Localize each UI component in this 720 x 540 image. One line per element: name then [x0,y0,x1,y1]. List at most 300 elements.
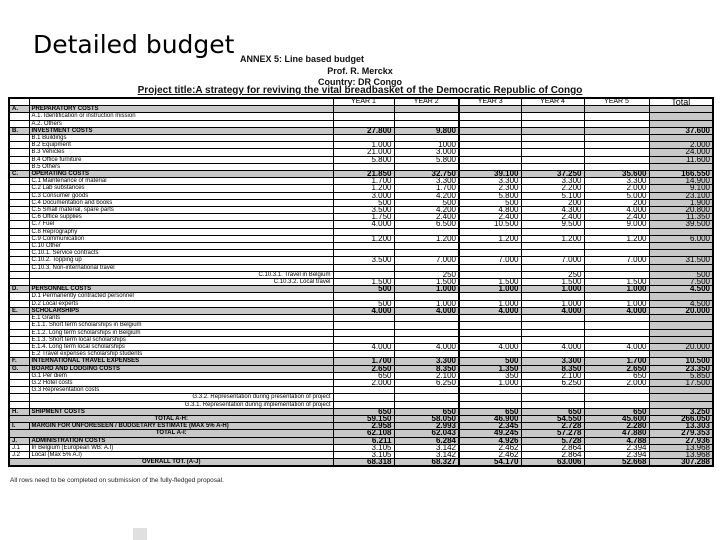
row-code [9,379,29,386]
row-code [9,221,29,228]
year-value [394,243,459,250]
year-value [459,387,521,394]
row-code [9,113,29,120]
year-value [584,401,649,408]
row-code [9,214,29,221]
year-value: 5.800 [333,156,394,163]
year-value: 1.200 [394,235,459,242]
year-value: 2.394 [584,451,649,458]
row-label: C.10 Other [29,243,333,250]
year-value [584,394,649,401]
year-value [333,329,394,336]
year-value [521,401,584,408]
year-value: 2.300 [459,185,521,192]
year-value: 3.300 [459,178,521,185]
row-code [9,271,29,278]
year-value [521,149,584,156]
year-value [459,394,521,401]
year-value: 2.400 [521,214,584,221]
year-value: 62.108 [333,430,394,437]
year-value [459,163,521,170]
table-row [9,372,713,379]
year-value: 3.000 [333,192,394,199]
year-value [584,336,649,343]
year-value: 200 [584,199,649,206]
year-value [394,163,459,170]
table-header-row [9,98,713,106]
row-code [9,387,29,394]
table-row [9,293,713,300]
year-value: 58.050 [394,415,459,422]
row-total-value: 17.500 [649,379,713,386]
year-value [584,329,649,336]
year-value [459,271,521,278]
row-total-value [649,315,713,322]
table-row [9,250,713,257]
year-value [521,142,584,149]
year-value [394,322,459,329]
year-value: 6.250 [521,379,584,386]
header-code-cell [9,98,29,106]
row-code: H. [9,408,29,415]
table-row [9,142,713,149]
table-row [9,156,713,163]
row-code [9,149,29,156]
row-label: C.10.3. Non-international travel [29,264,333,271]
year-value: 32.750 [394,171,459,178]
year-value: 500 [333,199,394,206]
row-code [9,293,29,300]
row-code [9,322,29,329]
table-row [9,199,713,206]
year-value: 49.245 [459,430,521,437]
year-value: 650 [459,408,521,415]
row-code: I. [9,423,29,430]
year-value: 1.000 [459,379,521,386]
year-value [333,351,394,358]
row-total-value: 3.250 [649,408,713,415]
year-value: 2.100 [521,372,584,379]
year-value [584,113,649,120]
table-row [9,322,713,329]
year-value: 4.926 [459,437,521,444]
row-total-value [649,336,713,343]
year-value: 3.000 [394,149,459,156]
row-code: D. [9,286,29,293]
year-value: 39.100 [459,171,521,178]
year-value [459,135,521,142]
section-row [9,408,713,415]
year-value: 27.800 [333,127,394,134]
row-label: BOARD AND LODGING COSTS [29,365,333,372]
year-value: 59.150 [333,415,394,422]
row-code: C. [9,171,29,178]
slide-title: Detailed budget [33,30,235,59]
row-total-value: 20.000 [649,343,713,350]
row-code [9,192,29,199]
year-value: 2.650 [584,365,649,372]
year-value [521,163,584,170]
year-value [333,120,394,127]
section-row [9,171,713,178]
row-total-value: 20.000 [649,307,713,314]
year-value: 4.200 [394,192,459,199]
table-row [9,343,713,350]
row-label: B.3 Vehicles [29,149,333,156]
row-code: J.2 [9,451,29,458]
year-value [584,120,649,127]
year-value: 1.000 [394,300,459,307]
year-value: 5.728 [521,437,584,444]
year-value: 1.000 [459,300,521,307]
year-value [333,135,394,142]
year-value: 650 [394,408,459,415]
year-value: 4.000 [333,307,394,314]
year-value: 1.200 [333,185,394,192]
year-value: 6.500 [394,221,459,228]
section-row [9,127,713,134]
row-label: ADMINISTRATION COSTS [29,437,333,444]
year-value: 3.105 [333,451,394,458]
year-value: 2.462 [459,451,521,458]
table-row [9,192,713,199]
year-value [333,401,394,408]
section-row [9,437,713,444]
year-value: 4.788 [584,437,649,444]
year-value: 1.000 [584,286,649,293]
year-value: 250 [394,271,459,278]
year-value: 2.864 [521,451,584,458]
table-row [9,329,713,336]
row-label: SHIPMENT COSTS [29,408,333,415]
year-value: 2.100 [394,372,459,379]
table-row [9,257,713,264]
year-value: 4.000 [459,343,521,350]
year-value [333,264,394,271]
year-value: 1.200 [584,235,649,242]
row-total-value [649,135,713,142]
year-value: 5.000 [584,192,649,199]
year-value: 1.000 [394,286,459,293]
year-value [333,394,394,401]
year-value [521,106,584,113]
row-label: C.6 Office supplies [29,214,333,221]
year-value: 21.850 [333,171,394,178]
year-value: 2.394 [584,444,649,451]
year-value: 650 [521,408,584,415]
year-value: 4.000 [521,307,584,314]
row-label: E.1.4. Long term local scholarships [29,343,333,350]
column-header: YEAR 4 [521,98,584,106]
year-value: 9.800 [394,127,459,134]
year-value: 4.000 [584,207,649,214]
year-value: 3.142 [394,451,459,458]
year-value: 1.700 [333,178,394,185]
year-value: 10.500 [459,221,521,228]
row-code [9,329,29,336]
year-value [521,351,584,358]
year-value [521,243,584,250]
row-total-value: 23.350 [649,365,713,372]
year-value: 650 [333,372,394,379]
year-value: 2.280 [584,423,649,430]
year-value: 6.211 [333,437,394,444]
row-label: C.10.3.2. Local travel [29,279,333,286]
year-value: 500 [459,199,521,206]
year-value: 1.700 [584,358,649,365]
project-title-heading: Project title:A strategy for reviving the vital breadbasket of the Democratic Republic of Congo [137,85,583,96]
table-row [9,243,713,250]
row-code [9,135,29,142]
row-total-value: 4.500 [649,286,713,293]
table-row [9,149,713,156]
year-value: 7.000 [521,257,584,264]
year-value: 500 [333,300,394,307]
year-value [584,135,649,142]
year-value: 200 [521,199,584,206]
row-total-value: 166.550 [649,171,713,178]
table-row [9,387,713,394]
row-code: F. [9,358,29,365]
row-code [9,279,29,286]
year-value: 47.880 [584,430,649,437]
row-code [9,394,29,401]
row-label: E.1 Grants [29,315,333,322]
year-value: 2.000 [333,379,394,386]
year-value: 4.000 [394,343,459,350]
year-value [521,135,584,142]
table-row [9,178,713,185]
row-label: SCHOLARSHIPS [29,307,333,314]
row-label: G.3.2. Representation during presentation of project [29,394,333,401]
year-value [521,264,584,271]
year-value: 8.350 [521,365,584,372]
year-value [459,228,521,235]
row-total-value: 11.600 [649,156,713,163]
year-value [333,163,394,170]
year-value [459,127,521,134]
table-row [9,207,713,214]
row-label: B.2 Equipment [29,142,333,149]
row-code [9,351,29,358]
year-value: 1.500 [333,279,394,286]
year-value [521,315,584,322]
year-value: 1.000 [521,300,584,307]
year-value: 54.550 [521,415,584,422]
row-label: E.2 Travel expenses scholarship students [29,351,333,358]
year-value: 2.958 [333,423,394,430]
table-row [9,221,713,228]
year-value: 5.800 [394,156,459,163]
row-total-value: 307.288 [649,459,713,467]
table-row [9,451,713,458]
year-value [333,271,394,278]
year-value: 1.700 [333,358,394,365]
row-label: C.4 Documentation and books [29,199,333,206]
year-value [394,315,459,322]
author-heading: Prof. R. Merckx [327,66,393,76]
row-code: E. [9,307,29,314]
section-row [9,423,713,430]
table-row [9,394,713,401]
row-total-value [649,120,713,127]
row-total-value: 27.936 [649,437,713,444]
year-value: 4.000 [394,307,459,314]
year-value: 2.728 [521,423,584,430]
row-total-value: 500 [649,271,713,278]
year-value: 68.318 [333,459,394,467]
year-value [521,120,584,127]
year-value: 3.142 [394,444,459,451]
row-label: C.5 Small material, spare parts [29,207,333,214]
row-total-value: 13.303 [649,423,713,430]
budget-table [8,97,714,467]
row-total-value: 37.600 [649,127,713,134]
year-value: 250 [521,271,584,278]
year-value [584,250,649,257]
year-value [584,293,649,300]
column-header: YEAR 5 [584,98,649,106]
row-label: C.3 Consumer goods [29,192,333,199]
year-value: 2.400 [459,214,521,221]
year-value: 7.000 [459,257,521,264]
year-value [521,250,584,257]
year-value: 1.750 [333,214,394,221]
year-value: 21.000 [333,149,394,156]
row-total-value [649,264,713,271]
year-value: 35.600 [584,171,649,178]
row-label: E.1.3. Short term local scholarships [29,336,333,343]
row-total-value: 24.000 [649,149,713,156]
year-value [394,329,459,336]
year-value: 4.200 [394,207,459,214]
row-label: MARGIN FOR UNFORESEEN / BUDGETARY ESTIMATE (MAX 5% A-H) [29,423,333,430]
row-code: A. [9,106,29,113]
year-value [394,387,459,394]
year-value [584,322,649,329]
row-total-value: 266.050 [649,415,713,422]
row-label: Local (Max 5% A.I) [29,451,333,458]
table-row [9,235,713,242]
row-total-value: 10.500 [649,358,713,365]
year-value [521,228,584,235]
year-value [333,293,394,300]
year-value: 1.500 [584,279,649,286]
table-row [9,214,713,221]
year-value [521,322,584,329]
year-value: 6.250 [394,379,459,386]
year-value: 650 [333,408,394,415]
row-label: C.1 Maintenance of material [29,178,333,185]
row-label: E.1.2. Long term scholarships in Belgium [29,329,333,336]
year-value [521,336,584,343]
country-heading: Country: DR Congo [318,77,402,87]
table-row [9,351,713,358]
year-value: 4.000 [333,343,394,350]
year-value [333,113,394,120]
row-label: TOTAL A-H: [9,415,333,422]
year-value [584,163,649,170]
column-header: Total [649,98,713,106]
year-value: 3.300 [521,178,584,185]
total-row [9,459,713,467]
year-value: 7.000 [394,257,459,264]
year-value: 4.800 [459,207,521,214]
year-value: 500 [394,199,459,206]
year-value [394,135,459,142]
row-total-value: 13.968 [649,444,713,451]
year-value: 9.500 [521,221,584,228]
section-row [9,307,713,314]
row-code [9,178,29,185]
row-label: D.1 Permanently contracted personnel [29,293,333,300]
row-code [9,343,29,350]
row-total-value: 13.968 [649,451,713,458]
year-value: 3.300 [521,358,584,365]
year-value: 2.650 [333,365,394,372]
year-value [459,315,521,322]
row-label: B.4 Office furniture [29,156,333,163]
year-value [521,113,584,120]
row-code [9,257,29,264]
year-value: 1.350 [459,365,521,372]
year-value [584,315,649,322]
row-label: G.3 Representation costs [29,387,333,394]
row-total-value [649,401,713,408]
year-value: 3.500 [333,207,394,214]
year-value: 4.000 [584,343,649,350]
row-total-value: 2.000 [649,142,713,149]
row-code [9,336,29,343]
table-row [9,120,713,127]
year-value: 4.300 [521,207,584,214]
year-value [394,250,459,257]
row-code [9,235,29,242]
year-value [459,113,521,120]
year-value [459,293,521,300]
year-value: 5.100 [521,192,584,199]
year-value [459,329,521,336]
year-value: 4.000 [584,307,649,314]
table-row [9,228,713,235]
table-row [9,444,713,451]
year-value [459,156,521,163]
year-value [584,264,649,271]
row-total-value: 20.800 [649,207,713,214]
year-value [584,156,649,163]
year-value: 1.200 [521,235,584,242]
row-label: G.3.1. Representation during implementation of project [29,401,333,408]
row-label: PREPARATORY COSTS [29,106,333,113]
row-label: OPERATING COSTS [29,171,333,178]
row-code [9,243,29,250]
row-code [9,199,29,206]
header-label-cell [29,98,333,106]
table-row [9,264,713,271]
year-value [521,329,584,336]
year-value [394,351,459,358]
row-total-value: 6.000 [649,235,713,242]
year-value [333,315,394,322]
row-total-value: 279.353 [649,430,713,437]
year-value: 3.300 [584,178,649,185]
row-code [9,207,29,214]
year-value [584,271,649,278]
year-value: 3.105 [333,444,394,451]
row-label: C.8 Reprography [29,228,333,235]
year-value: 57.278 [521,430,584,437]
row-code [9,228,29,235]
